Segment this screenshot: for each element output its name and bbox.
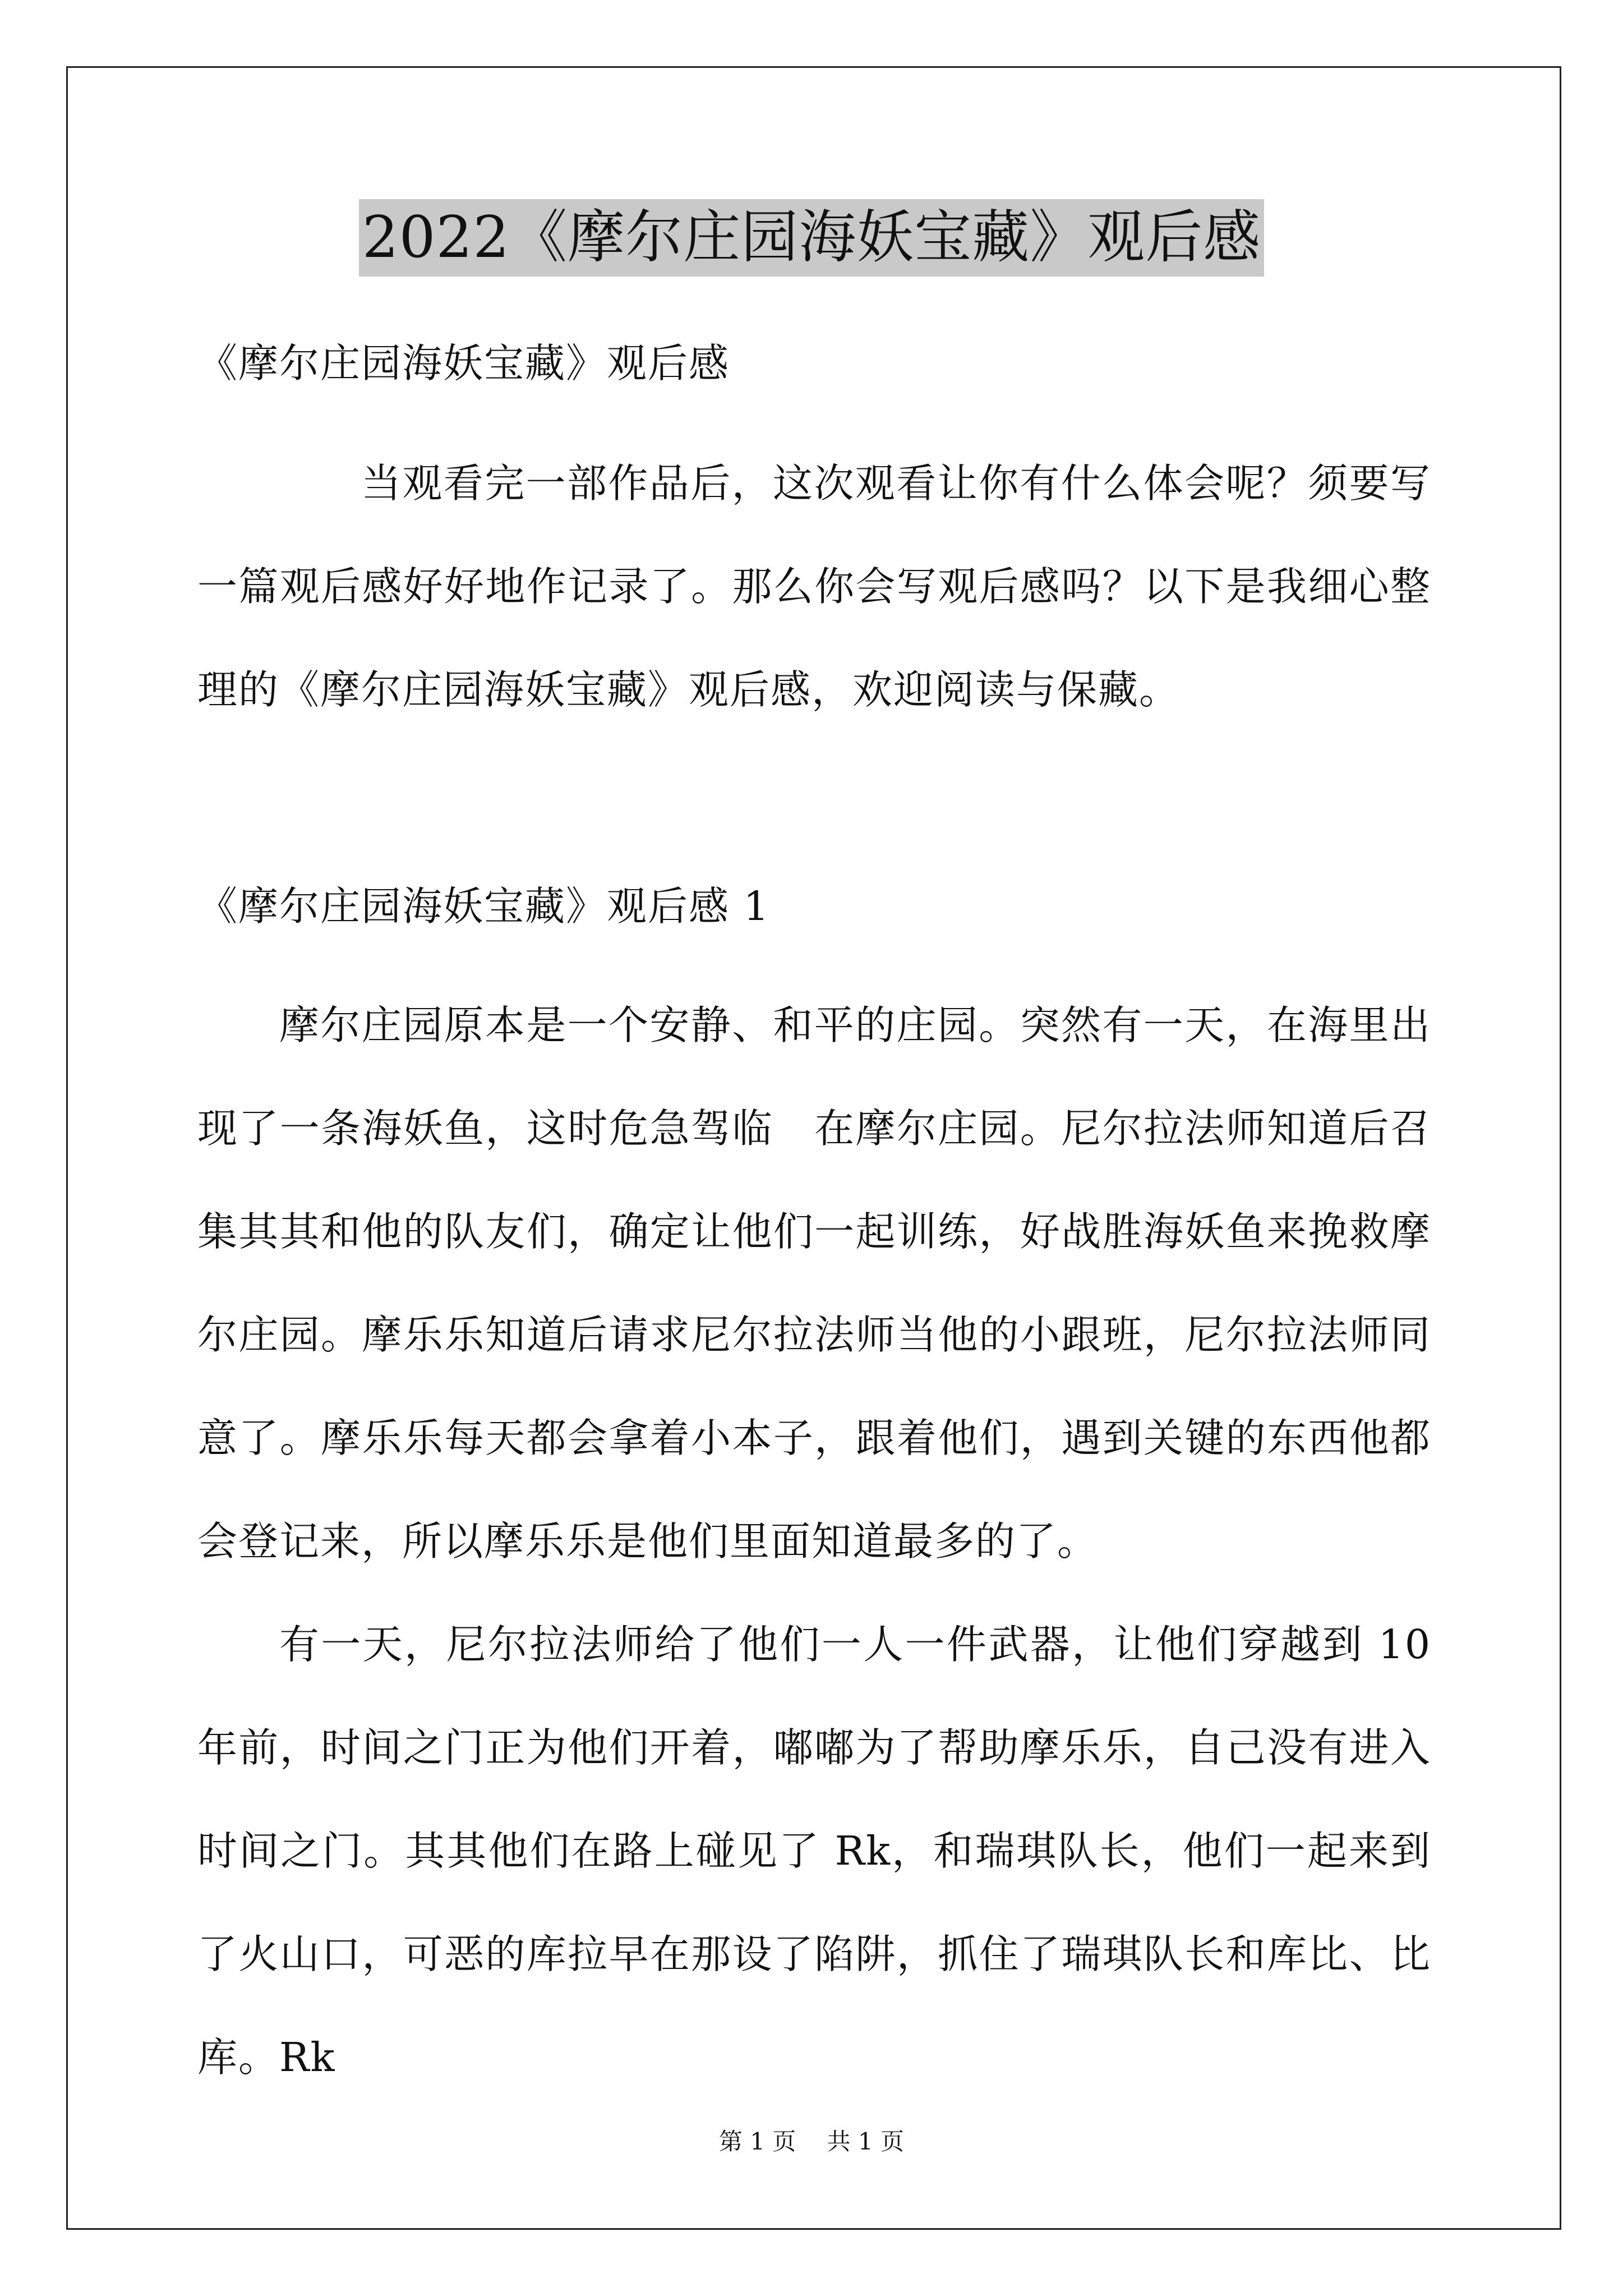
document-title: 2022《摩尔庄园海妖宝藏》观后感: [359, 199, 1265, 277]
section-heading: 《摩尔庄园海妖宝藏》观后感 1: [197, 883, 770, 930]
page-footer: 第 1 页 共 1 页: [718, 2128, 905, 2155]
intro-paragraph: 当观看完一部作品后，这次观看让你有什么体会呢？须要写一篇观后感好好地作记录了。那么你会写观后感吗？以下是我细心整理的《摩尔庄园海妖宝藏》观后感，欢迎阅读与保藏。: [197, 460, 1431, 713]
body-paragraph-2: 有一天，尼尔拉法师给了他们一人一件武器，让他们穿越到 10 年前，时间之门正为他们开着，嘟嘟为了帮助摩乐乐，自己没有进入时间之门。其其他们在路上碰见了 Rk，和瑞琪队长，他们一起来到了火山口，可恶的库拉早在那设了陷阱，抓住了瑞琪队长和库比、比库。Rk: [197, 1621, 1431, 2081]
title-wrap: [0, 199, 1623, 277]
body-paragraph-1: 摩尔庄园原本是一个安静、和平的庄园。突然有一天，在海里出现了一条海妖鱼，这时危急驾临 在摩尔庄园。尼尔拉法师知道后召集其其和他的队友们，确定让他们一起训练，好战胜海妖鱼来挽救摩尔庄园。摩乐乐知道后请求尼尔拉法师当他的小跟班，尼尔拉法师同意了。摩乐乐每天都会拿着小本子，跟着他们，遇到关键的东西他都会登记来，所以摩乐乐是他们里面知道最多的了。: [197, 1002, 1431, 1565]
document-subtitle: 《摩尔庄园海妖宝藏》观后感: [197, 340, 730, 386]
